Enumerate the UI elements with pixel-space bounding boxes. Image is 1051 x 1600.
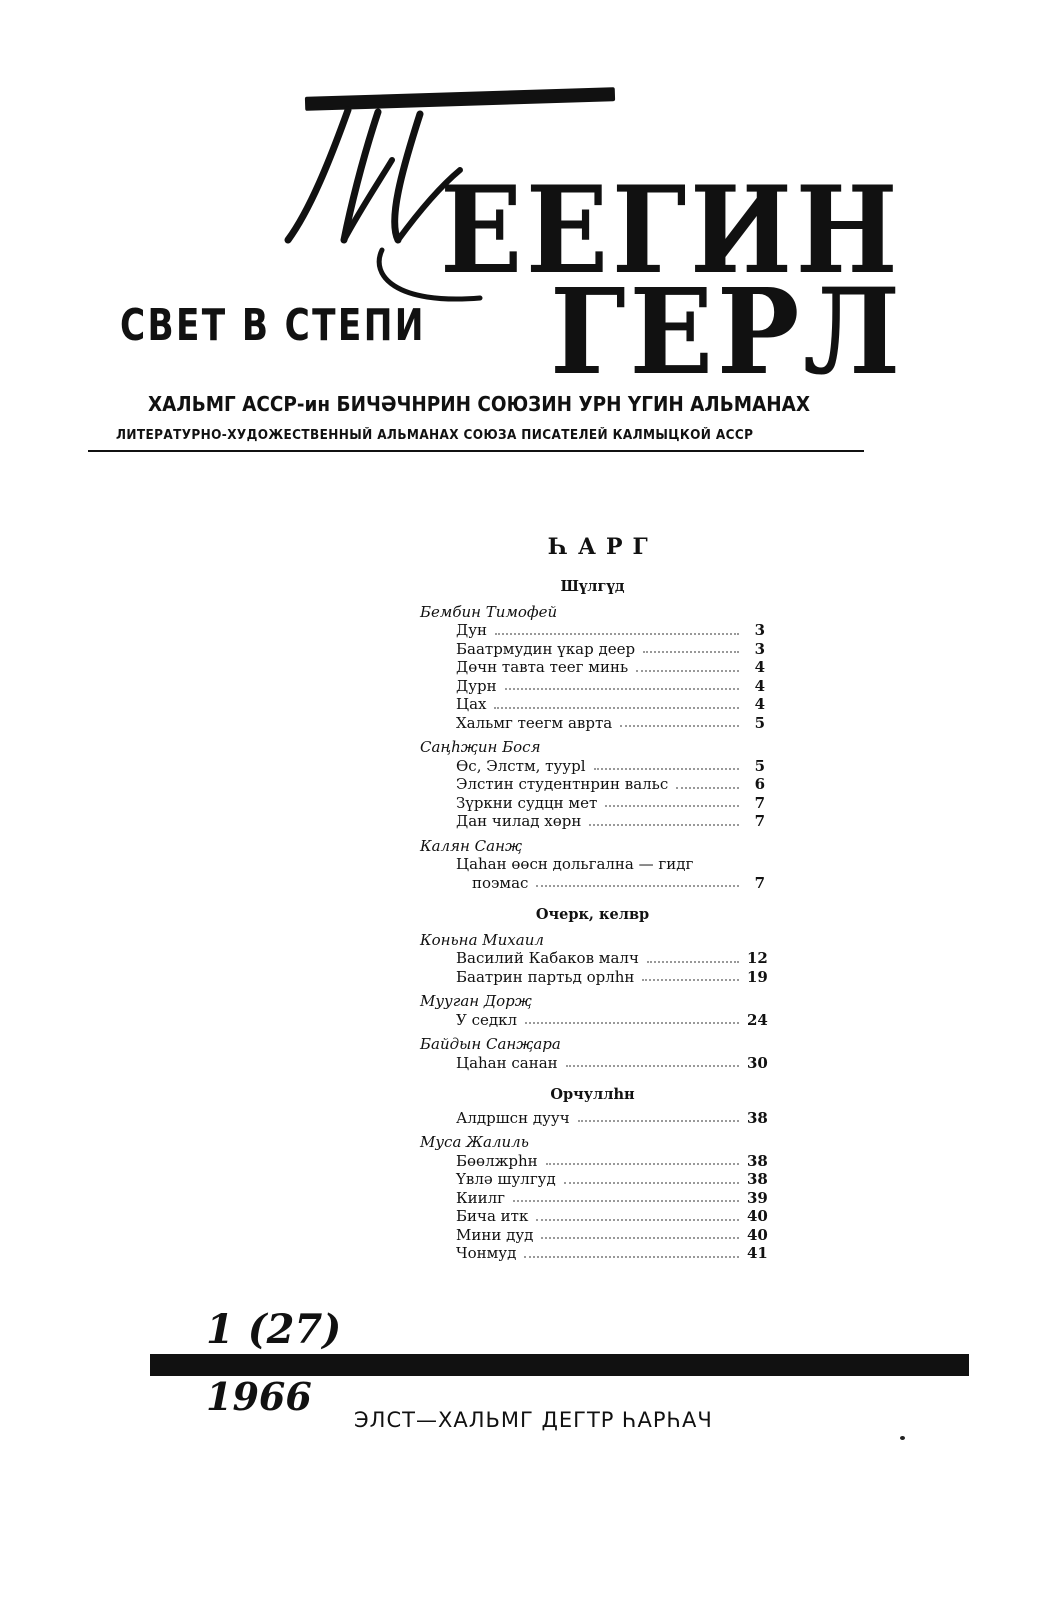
contents-entry [420, 714, 765, 733]
leader-dots [594, 768, 740, 770]
publisher-imprint: ЭЛСТ—ХАЛЬМГ ДЕГТР ҺАРҺАЧ [354, 1408, 713, 1432]
entry-title: Мини дуд [456, 1225, 534, 1244]
entry-page: 12 [747, 949, 768, 967]
entry-title: Цаһан санан [456, 1053, 558, 1072]
entry-title: Үвлә шулгуд [456, 1170, 556, 1188]
issue-year: 1966 [206, 1374, 312, 1419]
section-heading: Шүлгүд [560, 578, 625, 595]
entry-title: Бөөлжрһн [456, 1151, 538, 1170]
entry-page: 6 [754, 775, 765, 793]
contents-entry [420, 775, 765, 794]
title-line-1: ЕЕГИН [440, 160, 902, 301]
contents-entry [420, 1225, 768, 1245]
leader-dots [494, 707, 739, 709]
contents-entry [420, 1010, 768, 1030]
leader-dots [676, 787, 739, 789]
section-heading: Орчуллһн [550, 1086, 635, 1103]
entry-title: Чонмуд [456, 1244, 517, 1262]
entry-title: Бича итк [456, 1207, 529, 1225]
section-spacer [420, 1072, 765, 1086]
contents-entry [420, 1188, 768, 1208]
entry-page: 4 [754, 695, 765, 713]
leader-dots [495, 633, 739, 635]
author-name: Саңһҗин Бося [420, 738, 541, 756]
entry-page: 40 [747, 1207, 768, 1225]
contents-entry [420, 967, 768, 987]
leader-dots [605, 805, 739, 807]
leader-dots [525, 1022, 739, 1024]
author-name: Байдын Санҗара [420, 1035, 561, 1053]
entry-page: 19 [747, 967, 768, 986]
entry-title: Дун [456, 621, 488, 639]
leader-dots [536, 885, 739, 887]
entry-page: 7 [754, 793, 765, 812]
entry-page: 7 [754, 873, 765, 892]
entry-title: Баатрин партьд орлһн [456, 967, 635, 986]
section-spacer [420, 892, 765, 906]
leader-dots [536, 1219, 739, 1221]
entry-page: 3 [754, 639, 765, 658]
entry-page: 38 [747, 1151, 768, 1170]
contents-entry [420, 874, 765, 893]
title-line-2: ГЕРЛ [550, 262, 904, 401]
entry-title: поэмас [472, 873, 529, 892]
leader-dots [524, 1256, 739, 1258]
entry-title: Василий Кабаков малч [456, 949, 639, 967]
entry-page: 41 [747, 1244, 768, 1262]
leader-dots [589, 824, 739, 826]
entry-page: 24 [747, 1010, 768, 1029]
contents-entry [420, 1053, 768, 1073]
leader-dots [642, 979, 739, 981]
contents-entry [420, 677, 765, 696]
leader-dots [643, 651, 739, 653]
leader-dots [505, 688, 739, 690]
entry-title: У седкл [456, 1010, 518, 1029]
contents-entry [420, 812, 765, 831]
entry-page: 38 [747, 1108, 768, 1127]
entry-title: Дан чилад хөрн [456, 812, 582, 830]
leader-dots [647, 961, 739, 963]
entry-title: Цах [456, 695, 487, 713]
leader-dots [541, 1237, 739, 1239]
entry-title: Өс, Элстм, туурl [456, 756, 586, 775]
author-name: Муса Жалиль [420, 1133, 529, 1151]
author-name: Мууган Дорҗ [420, 992, 532, 1010]
leader-dots [564, 1182, 739, 1184]
entry-title: Дөчн тавта теег минь [456, 658, 629, 676]
leader-dots [546, 1163, 739, 1165]
entry-page: 5 [754, 756, 765, 775]
entry-title: Хальмг теегм аврта [456, 713, 613, 732]
leader-dots [620, 725, 739, 727]
subtitle-russian: СВЕТ В СТЕПИ [120, 300, 426, 351]
contents-entry [420, 658, 765, 677]
author-name: Бембин Тимофей [420, 602, 558, 621]
entry-page: 7 [754, 812, 765, 830]
entry-title: Киилг [456, 1188, 505, 1207]
author-name: Коньна Михаил [420, 930, 544, 949]
entry-title: Баатрмудин үкар деер [456, 639, 636, 658]
author-name: Калян Санҗ [420, 836, 523, 855]
contents-entry [420, 1151, 768, 1171]
contents-entry [420, 1170, 768, 1189]
entry-title: Дурн [456, 676, 497, 695]
entry-page: 3 [754, 621, 765, 639]
almanac-description-kalmyk: ХАЛЬМГ АССР-ин БИЧӘЧНРИН СОЮЗИН УРН ҮГИН АЛЬМАНАХ [148, 392, 811, 416]
contents-entry [420, 1244, 768, 1263]
print-speck [900, 1436, 905, 1440]
leader-dots [513, 1200, 739, 1202]
entry-title: Алдршсн дууч [456, 1108, 570, 1127]
contents-entry [420, 757, 765, 776]
entry-title: Цаһан өөсн дольгална — гидг [456, 855, 694, 873]
leader-dots [566, 1065, 739, 1067]
section-heading: Очерк, келвр [535, 906, 650, 923]
entry-page: 4 [754, 676, 765, 695]
leader-dots [578, 1120, 739, 1122]
leader-dots [636, 670, 739, 672]
entry-title: Элстин студентнрин вальс [456, 775, 669, 793]
entry-title: Зүркни судцн мет [456, 793, 598, 812]
entry-page: 30 [747, 1053, 768, 1072]
entry-page: 38 [747, 1170, 768, 1188]
almanac-description-russian: ЛИТЕРАТУРНО-ХУДОЖЕСТВЕННЫЙ АЛЬМАНАХ СОЮЗА ПИСАТЕЛЕЙ КАЛМЫЦКОЙ АССР [116, 428, 754, 443]
issue-number: 1 (27) [206, 1306, 342, 1353]
contents-entry [420, 640, 765, 659]
contents-entry [420, 695, 765, 714]
contents-entry [420, 1207, 768, 1226]
entry-page: 40 [747, 1225, 768, 1244]
contents-entry [420, 949, 768, 968]
header-rule [88, 450, 864, 452]
entry-page: 4 [754, 658, 765, 676]
entry-page: 39 [747, 1188, 768, 1207]
table-of-contents [420, 578, 768, 1263]
contents-entry [420, 794, 765, 813]
entry-page: 5 [754, 713, 765, 732]
contents-title: ҺАРГ [548, 534, 658, 560]
contents-entry [420, 855, 765, 874]
contents-entry [420, 621, 765, 640]
contents-entry [420, 1108, 768, 1128]
footer-rule [150, 1354, 969, 1376]
